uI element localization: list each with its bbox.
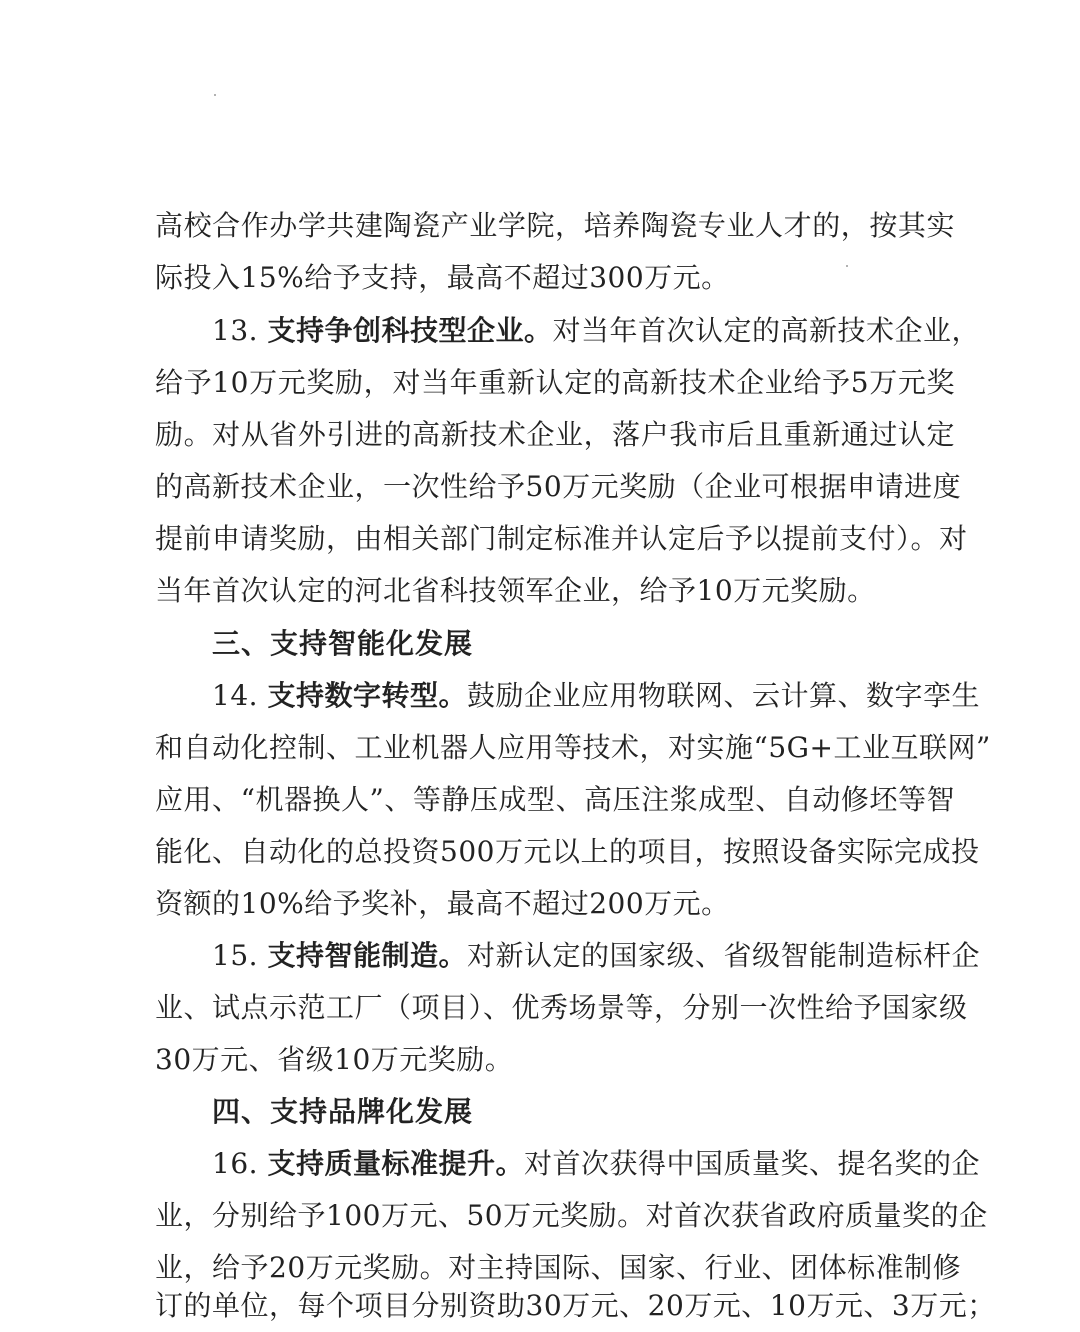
text-line: 际投入15%给予支持，最高不超过300万元。 bbox=[155, 261, 730, 294]
item-number: 13. bbox=[212, 314, 259, 347]
text-line: 资额的10%给予奖补，最高不超过200万元。 bbox=[155, 887, 730, 920]
text-line: 高校合作办学共建陶瓷产业学院，培养陶瓷专业人才的，按其实 bbox=[155, 209, 955, 242]
item-13-first-line bbox=[212, 305, 980, 357]
item-16-first-line bbox=[212, 1138, 980, 1190]
text-line: 的高新技术企业，一次性给予50万元奖励（企业可根据申请进度 bbox=[155, 470, 962, 503]
item-number: 14. bbox=[212, 679, 259, 712]
item-text: 对新认定的国家级、省级智能制造标杆企 bbox=[466, 939, 980, 972]
text-line: 提前申请奖励，由相关部门制定标准并认定后予以提前支付）。对 bbox=[155, 522, 968, 555]
item-14-first-line bbox=[212, 670, 980, 722]
scan-speck bbox=[214, 94, 216, 96]
item-15-first-line bbox=[212, 930, 980, 982]
text-line: 当年首次认定的河北省科技领军企业，给予10万元奖励。 bbox=[155, 574, 876, 607]
text-line: 订的单位，每个项目分别资助30万元、20万元、10万元、3万元； bbox=[155, 1289, 996, 1322]
item-title: 支持质量标准提升。 bbox=[267, 1147, 524, 1180]
section-heading: 四、支持品牌化发展 bbox=[212, 1095, 474, 1128]
text-line: 业、试点示范工厂（项目）、优秀场景等，分别一次性给予国家级 bbox=[155, 991, 968, 1024]
item-text: 对当年首次认定的高新技术企业， bbox=[552, 314, 980, 347]
item-text: 鼓励企业应用物联网、云计算、数字孪生 bbox=[466, 679, 980, 712]
text-line: 能化、自动化的总投资500万元以上的项目，按照设备实际完成投 bbox=[155, 835, 980, 868]
item-title: 支持智能制造。 bbox=[267, 939, 467, 972]
text-line: 业，给予20万元奖励。对主持国际、国家、行业、团体标准制修 bbox=[155, 1251, 962, 1284]
item-title: 支持数字转型。 bbox=[267, 679, 467, 712]
section-heading: 三、支持智能化发展 bbox=[212, 627, 474, 660]
text-line: 给予10万元奖励，对当年重新认定的高新技术企业给予5万元奖 bbox=[155, 366, 955, 399]
item-number: 15. bbox=[212, 939, 259, 972]
item-title: 支持争创科技型企业。 bbox=[267, 314, 553, 347]
text-line: 30万元、省级10万元奖励。 bbox=[155, 1043, 514, 1076]
text-line: 业，分别给予100万元、50万元奖励。对首次获省政府质量奖的企 bbox=[155, 1199, 988, 1232]
item-number: 16. bbox=[212, 1147, 259, 1180]
text-line: 应用、“机器换人”、等静压成型、高压注浆成型、自动修坯等智 bbox=[155, 783, 955, 816]
text-line: 励。对从省外引进的高新技术企业，落户我市后且重新通过认定 bbox=[155, 418, 955, 451]
item-text: 对首次获得中国质量奖、提名奖的企 bbox=[523, 1147, 980, 1180]
text-line: 和自动化控制、工业机器人应用等技术，对实施“5G+工业互联网” bbox=[155, 731, 991, 764]
